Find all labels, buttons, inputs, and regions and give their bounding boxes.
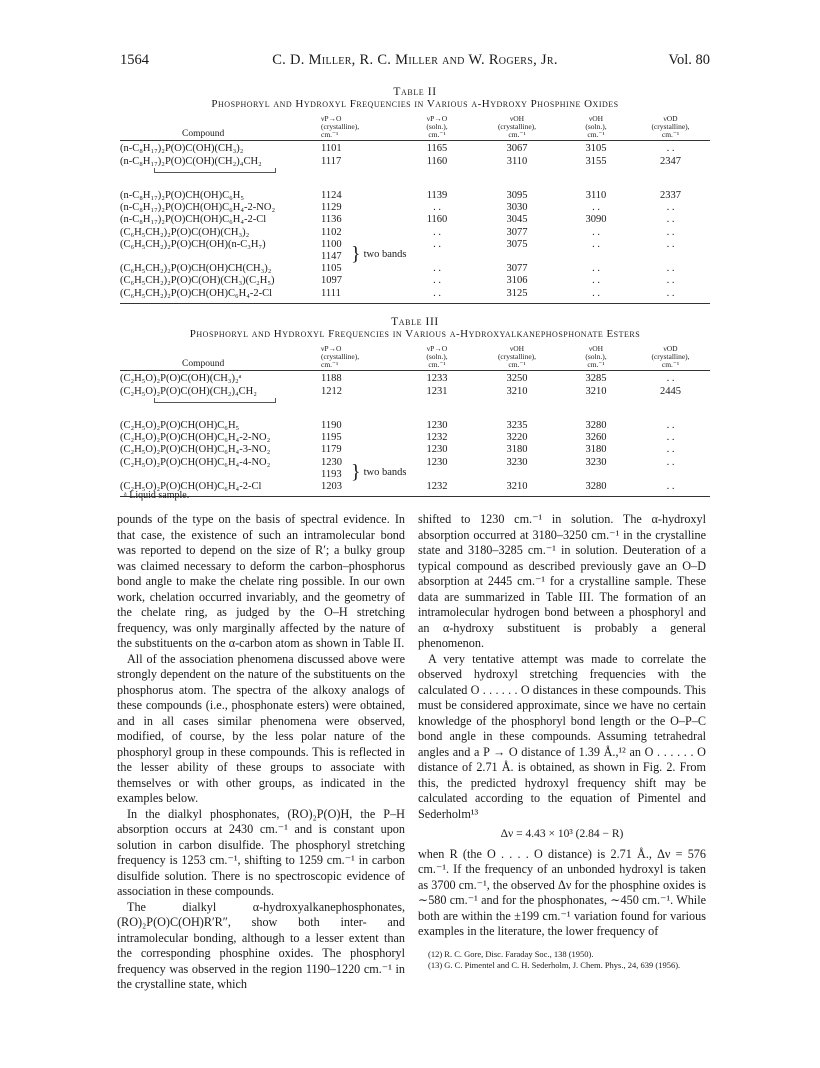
table-row: (n-C₈H₁₇)₂P(O)CH(OH)C₆H₅ 1124 1139 3095 3110 2337 [120,190,681,201]
reference-item: (13) G. C. Pimentel and C. H. Sederholm, J. Chem. Phys., 24, 639 (1956). [428,959,681,970]
table-2-col-header: νOD (crystalline), cm.⁻¹ [651,114,690,139]
volume-label: Vol. 80 [668,52,710,68]
table-row: (n-C₈H₁₇)₂P(O)CH(OH)C₆H₄-2-Cl 1136 1160 3045 3090 . . [120,214,675,226]
table-row: (C₆H₅CH₂)₂P(O)CH(OH)(n-C₃H₇) 1100 1147 } two bands . . 3075 . . . . [120,239,710,263]
table-2 [120,115,710,304]
table-row: (C₆H₅CH₂)₂P(O)CH(OH)CH(CH₃)₂ 1105 . . 3077 . . . . [120,263,675,275]
table-2-title: Phosphoryl and Hydroxyl Frequencies in Various α-Hydroxy Phosphine Oxides [211,98,619,110]
two-bands-note: } two bands [351,245,406,261]
paragraph: A very tentative attempt was made to correlate the observed hydroxyl stretching frequencies with the calculated O . . . . . . O distances in these compounds. This must be considered approximate, since we have no certain knowledge of the phosphoryl bond length or the O–P–C bond angle in these compounds. Assuming tetrahedral angles and a P → O distance of 1.39 Å.,¹² an O . . . . . . O distance of 2.71 Å. is obtained, as shown in Fig. 2. From this, the predicted hydroxyl frequency shift may be calculated according to the equation of Pimentel and Sederholm¹³ [418,651,706,821]
table-2-col-header: νOH (soln.), cm.⁻¹ [585,114,607,139]
table-3-caption [120,316,710,340]
table-row: (C₂H₅O)₂P(O)CH(OH)C₆H₄-2-Cl 1203 1232 3210 3280 . . [120,481,710,497]
table-3-col-header: νOH (soln.), cm.⁻¹ [585,344,607,369]
table-row: (C₂H₅O)₂P(O)C(OH)(CH₂)₄CH₂ 1212 1231 3210 3210 2445 [120,386,710,410]
ring-bracket [154,398,276,403]
paragraph: In the dialkyl phosphonates, (RO)₂P(O)H, the P–H absorption occurs at 2430 cm.⁻¹ and is constant upon solution in carbon disulfide. The phosphoryl stretching frequency is 1253 cm.⁻¹, shifting to 1259 cm.⁻¹ in carbon disulfide solution. There is no spectroscopic evidence of association in these compounds. [117,806,405,898]
running-head-authors: C. D. Miller, R. C. Miller and W. Rogers, Jr. [272,52,558,68]
table-row: (C₆H₅CH₂)₂P(O)C(OH)(CH₃)₂ 1102 . . 3077 . . . . [120,226,675,238]
table-3-col-header: νP→O (crystalline), cm.⁻¹ [321,344,360,369]
running-head [120,52,710,72]
table-2-col-header: νP→O (soln.), cm.⁻¹ [426,114,448,139]
table-2-label: Table II [393,86,437,98]
table-2-compound-header: Compound [182,128,225,139]
equation: Δν = 4.43 × 10³ (2.84 − R) [500,828,624,840]
table-row: (C₂H₅O)₂P(O)C(OH)(CH₃)₂ᵃ 1188 1233 3250 3285 . . [120,373,675,385]
table-row: (C₂H₅O)₂P(O)CH(OH)C₆H₅ 1190 1230 3235 3280 . . [120,420,675,431]
paragraph: All of the association phenomena discussed above were strongly dependent on the nature of the substituents on the phosphorus atom. The spectra of the alkoxy analogs of these compounds (i.e., phosphonate esters) were obtained, and in all cases similar phenomena were observed, modified, of course, by the less polar nature of the phosphoryl group in these compounds. This is reflected in the lesser ability of these groups to associate with themselves or with other groups, as indicated in the examples below. [117,651,405,805]
right-column [418,512,706,971]
table-2-caption [120,86,710,110]
paragraph: The dialkyl α-hydroxyalkanephosphonates, (RO)₂P(O)C(OH)R′R″, show both inter- and intramolecular bonding, although to a lesser extent than the corresponding phosphine oxides. The phosphoryl frequency was observed in the region 1190–1220 cm.⁻¹ in the crystalline state, which [117,899,405,991]
table-row: (C₂H₅O)₂P(O)CH(OH)C₆H₄-4-NO₂ 1230 1193 } two bands 1230 3230 3230 . . [120,457,710,481]
table-row: (n-C₈H₁₇)₂P(O)C(OH)(CH₂)₄CH₂ 1117 1160 3110 3155 2347 [120,156,710,180]
table-row: (C₂H₅O)₂P(O)CH(OH)C₆H₄-3-NO₂ 1179 1230 3180 3180 . . [120,444,675,456]
references [418,949,706,971]
table-3-col-header: νP→O (soln.), cm.⁻¹ [426,344,448,369]
two-bands-note: } two bands [351,463,406,479]
table-row: (C₂H₅O)₂P(O)CH(OH)C₆H₄-2-NO₂ 1195 1232 3220 3260 . . [120,432,675,444]
table-row: (n-C₈H₁₇)₂P(O)C(OH)(CH₃)₂ 1101 1165 3067 3105 . . [120,143,675,155]
left-column [117,512,405,993]
table-3-footnote: ᵃ Liquid sample. [124,490,190,501]
table-row: (n-C₈H₁₇)₂P(O)CH(OH)C₆H₄-2-NO₂ 1129 . . 3030 . . . . [120,202,675,214]
table-3 [120,345,710,497]
table-3-col-header: νOH (crystalline), cm.⁻¹ [497,344,537,369]
table-3-col-header: νOD (crystalline), cm.⁻¹ [651,344,690,369]
table-2-col-header: νP→O (crystalline), cm.⁻¹ [321,114,360,139]
table-3-label: Table III [391,316,439,328]
table-2-col-header: νOH (crystalline), cm.⁻¹ [497,114,537,139]
reference-item: (12) R. C. Gore, Disc. Faraday Soc., 138 (1950). [428,948,594,959]
paragraph: shifted to 1230 cm.⁻¹ in solution. The α-hydroxyl absorption occurred at 3180–3250 cm.⁻¹ in the crystalline state and 3180–3285 cm.⁻¹ in solution. Deuteration of a typical compound as described previously gave an O–D absorption at 2445 cm.⁻¹ for a crystalline sample. These data are summarized in Table III. The formation of an intramolecular hydrogen bond between a phosphoryl and an α-hydroxy substituent is probably a general phenomenon. [418,512,706,650]
table-row: (C₆H₅CH₂)₂P(O)C(OH)(CH₃)(C₂H₅) 1097 . . 3106 . . . . [120,275,675,287]
table-3-title: Phosphoryl and Hydroxyl Frequencies in Various α-Hydroxyalkanephosphonate Esters [189,328,641,340]
ring-bracket [154,168,276,173]
table-3-compound-header: Compound [182,358,225,369]
paragraph: pounds of the type on the basis of spectral evidence. In that case, the existence of such an intramolecular bond was reported to depend on the size of R′; a bulky group was claimed necessary to deform the carbon–phosphorus bond angle to make the chelate ring possible. In our own work, chelation occurred invariably, and the geometry of the chelate ring, as judged by the O–H stretching frequency, was only marginally affected by the nature of the substituents on the α-carbon atom as shown in Table II. [117,512,405,650]
table-row: (C₆H₅CH₂)₂P(O)CH(OH)C₆H₄-2-Cl 1111 . . 3125 . . . . [120,288,710,304]
page-number: 1564 [120,52,149,68]
paragraph: when R (the O . . . . O distance) is 2.71 Å., Δν = 576 cm.⁻¹. If the frequency of an unbonded hydroxyl is taken as 3700 cm.⁻¹, the observed Δν for the phosphine oxides is ∼580 cm.⁻¹ and for the phosphonates, ∼450 cm.⁻¹. While both are within the ±199 cm.⁻¹ variation found for various examples in the literature, the lower frequency of [418,846,706,938]
